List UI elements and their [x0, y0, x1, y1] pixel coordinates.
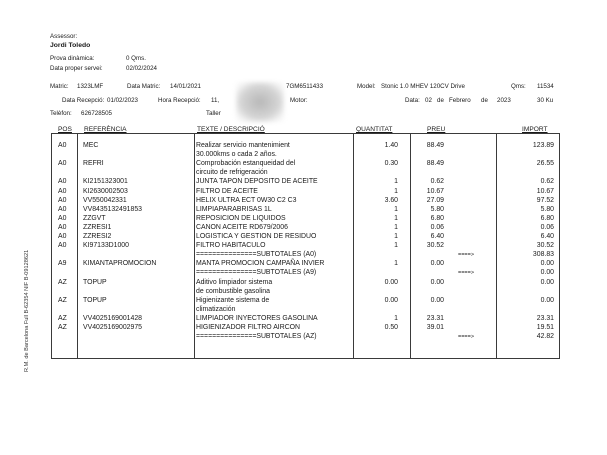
row-description: LOGISTICA Y GESTION DE RESIDUO [196, 233, 317, 240]
row-reference: KI2151323001 [83, 178, 128, 186]
data-servei-label: Data proper servei: [50, 65, 103, 72]
row-price: 0.62 [430, 178, 444, 186]
table-row [48, 197, 558, 206]
row-pos: AZ [58, 324, 67, 331]
hora-recepcio-value: 11, [211, 97, 220, 104]
row-import: 97.52 [536, 196, 554, 204]
row-price: 6.40 [430, 233, 444, 240]
row-price: 88.49 [426, 160, 444, 168]
row-description: HELIX ULTRA ECT 0W30 C2 C3 [196, 196, 297, 204]
row-description: ===============SUBTOTALES (AZ) [196, 333, 317, 341]
row-subtotal-arrow: ====> [458, 252, 475, 259]
data-recepcio-value: 01/02/2023 [107, 97, 138, 104]
row-subtotal-arrow: ====> [458, 334, 475, 341]
row-reference: ZZRESI1 [83, 223, 112, 231]
row-description: climatización [196, 305, 236, 313]
telefon-value: 626728505 [81, 110, 112, 117]
row-description: Realizar servicio mantenimient [196, 142, 290, 149]
row-quantity: 0.30 [384, 160, 398, 168]
bastidor-value: 7GM6511433 [286, 83, 324, 90]
row-reference: TOPUP [83, 278, 107, 286]
row-pos: A0 [58, 187, 67, 195]
model-label: Model: [357, 83, 376, 90]
row-quantity: 1 [394, 205, 398, 213]
col-header-qty: QUANTITAT [356, 126, 393, 133]
table-row [48, 306, 558, 315]
prova-label: Prova dinàmica: [50, 55, 95, 62]
row-quantity: 0.50 [384, 324, 398, 331]
table-row [48, 315, 558, 324]
data-matric-value: 14/01/2021 [170, 83, 201, 90]
row-price: 27.09 [426, 196, 444, 204]
row-reference: VV550042331 [83, 196, 127, 204]
table-row [48, 215, 558, 224]
row-reference: REFRI [83, 160, 104, 168]
row-price: 6.80 [430, 214, 444, 222]
table-row [48, 151, 558, 160]
row-quantity: 0.00 [384, 296, 398, 304]
row-description: HIGIENIZADOR FILTRO AIRCON [196, 324, 301, 331]
row-import: 6.80 [540, 214, 554, 222]
row-reference: TOPUP [83, 296, 107, 304]
col-header-pos: POS [58, 126, 72, 133]
table-row [48, 224, 558, 233]
data-servei-value: 02/02/2024 [126, 65, 157, 72]
row-pos: A0 [58, 196, 67, 204]
taller-label: Taller [206, 110, 221, 117]
table-row [48, 242, 558, 251]
row-description: CANON ACEITE RD679/2006 [196, 223, 288, 231]
row-reference: KI97133D1000 [83, 242, 129, 250]
row-price: 0.00 [430, 260, 444, 268]
table-row [48, 324, 558, 333]
row-quantity: 1 [394, 214, 398, 222]
row-pos: A0 [58, 178, 67, 186]
data-day: 02 [425, 97, 432, 104]
row-description: Higienizante sistema de [196, 296, 270, 304]
row-import: 6.40 [540, 233, 554, 240]
table-row [48, 288, 558, 297]
row-price: 10.67 [426, 187, 444, 195]
row-description: JUNTA TAPON DEPOSITO DE ACEITE [196, 178, 318, 186]
table-row [48, 297, 558, 306]
ku-value: 30 Ku [537, 97, 554, 104]
data-label: Data: [405, 97, 420, 104]
table-row [48, 260, 558, 269]
row-description: MANTA PROMOCION CAMPAÑA INVIER [196, 260, 325, 268]
row-import: 19.51 [536, 324, 554, 331]
row-price: 88.49 [426, 142, 444, 149]
data-month: Febrero [449, 97, 471, 104]
row-import: 0.00 [540, 269, 554, 277]
data-recepcio-label: Data Recepció: [62, 97, 105, 104]
data-de-1: de [437, 97, 444, 104]
col-header-preu: PREU [427, 126, 446, 133]
row-description: LIMPIAPARABRISAS 1L [196, 205, 272, 213]
row-pos: A0 [58, 214, 67, 222]
row-import: 308.83 [532, 251, 554, 259]
row-price: 0.00 [430, 278, 444, 286]
row-import: 0.06 [540, 223, 554, 231]
row-quantity: 1 [394, 242, 398, 250]
row-import: 23.31 [536, 314, 554, 322]
row-quantity: 1 [394, 187, 398, 195]
row-price: 30.52 [426, 242, 444, 250]
row-quantity: 1 [394, 314, 398, 322]
row-import: 0.00 [540, 296, 554, 304]
row-import: 26.55 [536, 160, 554, 168]
row-reference: VV4025169001428 [83, 314, 143, 322]
model-value: Stonic 1.0 MHEV 120CV Drive [381, 83, 465, 90]
table-row [48, 178, 558, 187]
row-description: FILTRO HABITACULO [196, 242, 266, 250]
table-row [48, 251, 558, 260]
hora-recepcio-label: Hora Recepció: [158, 97, 201, 104]
table-row [48, 169, 558, 178]
row-price: 0.00 [430, 296, 444, 304]
row-pos: AZ [58, 296, 67, 304]
matric-label: Matric: [50, 83, 69, 90]
row-import: 0.00 [540, 278, 554, 286]
row-reference: ZZGVT [83, 214, 106, 222]
telefon-label: Telèfon: [50, 110, 72, 117]
row-import: 30.52 [536, 242, 554, 250]
table-row [48, 233, 558, 242]
row-subtotal-arrow: ====> [458, 270, 475, 277]
row-price: 5.80 [430, 205, 444, 213]
row-description: circuito de refrigeración [196, 169, 268, 177]
row-reference: KIMANTAPROMOCION [83, 260, 157, 268]
row-description: FILTRO DE ACEITE [196, 187, 258, 195]
prova-value: 0 Qms. [126, 55, 146, 62]
table-row [48, 160, 558, 169]
table-row [48, 142, 558, 151]
motor-label: Motor: [290, 97, 308, 104]
row-pos: A0 [58, 242, 67, 250]
row-reference: VV4025169002975 [83, 324, 143, 331]
row-import: 5.80 [540, 205, 554, 213]
table-row [48, 279, 558, 288]
redaction-blur [236, 82, 284, 122]
row-reference: KI2630002503 [83, 187, 128, 195]
assessor-name: Jordi Toledo [50, 42, 91, 49]
data-year: 2023 [497, 97, 511, 104]
matric-value: 1323LMF [77, 83, 104, 90]
row-import: 123.89 [532, 142, 554, 149]
table-row [48, 333, 558, 342]
row-pos: A0 [58, 233, 67, 240]
row-quantity: 3.60 [384, 196, 398, 204]
row-quantity: 1 [394, 178, 398, 186]
assessor-label: Assessor: [50, 33, 78, 40]
col-header-text: TEXTE / DESCRIPCIÓ [197, 126, 265, 133]
qms-value: 11534 [537, 83, 554, 90]
row-reference: MEC [83, 142, 99, 149]
row-reference: VV8435132491853 [83, 205, 143, 213]
row-import: 10.67 [536, 187, 554, 195]
col-header-import: IMPORT [522, 126, 548, 133]
row-quantity: 0.00 [384, 278, 398, 286]
row-quantity: 1 [394, 223, 398, 231]
row-quantity: 1 [394, 260, 398, 268]
row-reference: ZZRESI2 [83, 233, 112, 240]
table-row [48, 188, 558, 197]
row-description: ===============SUBTOTALES (A0) [196, 251, 317, 259]
col-header-ref: REFERÈNCIA [84, 126, 127, 133]
row-pos: A0 [58, 160, 67, 168]
row-description: REPOSICION DE LIQUIDOS [196, 214, 286, 222]
row-pos: AZ [58, 314, 67, 322]
row-description: LIMPIADOR INYECTORES GASOLINA [196, 314, 318, 322]
row-import: 0.62 [540, 178, 554, 186]
row-pos: A0 [58, 142, 67, 149]
row-description: ===============SUBTOTALES (A9) [196, 269, 317, 277]
table-row [48, 269, 558, 278]
row-import: 0.00 [540, 260, 554, 268]
data-matric-label: Data Matric: [127, 83, 161, 90]
row-price: 39.01 [426, 324, 444, 331]
row-pos: A0 [58, 205, 67, 213]
row-description: 30.000kms o cada 2 años. [196, 151, 277, 159]
row-import: 42.82 [536, 333, 554, 341]
row-price: 23.31 [426, 314, 444, 322]
row-description: Comprobación estanqueidad del [196, 160, 296, 168]
row-pos: AZ [58, 278, 67, 286]
row-quantity: 1 [394, 233, 398, 240]
row-description: de combustible gasolina [196, 287, 270, 295]
registry-side-text: R.M. de Barcelona Full B-62354 NIF B-09128621 [24, 249, 30, 372]
row-quantity: 1.40 [384, 142, 398, 149]
row-pos: A0 [58, 223, 67, 231]
row-pos: A9 [58, 260, 67, 268]
table-row [48, 206, 558, 215]
data-de-2: de [481, 97, 488, 104]
qms-label: Qms: [511, 83, 526, 90]
row-description: Aditivo limpiador sistema [196, 278, 273, 286]
row-price: 0.06 [430, 223, 444, 231]
